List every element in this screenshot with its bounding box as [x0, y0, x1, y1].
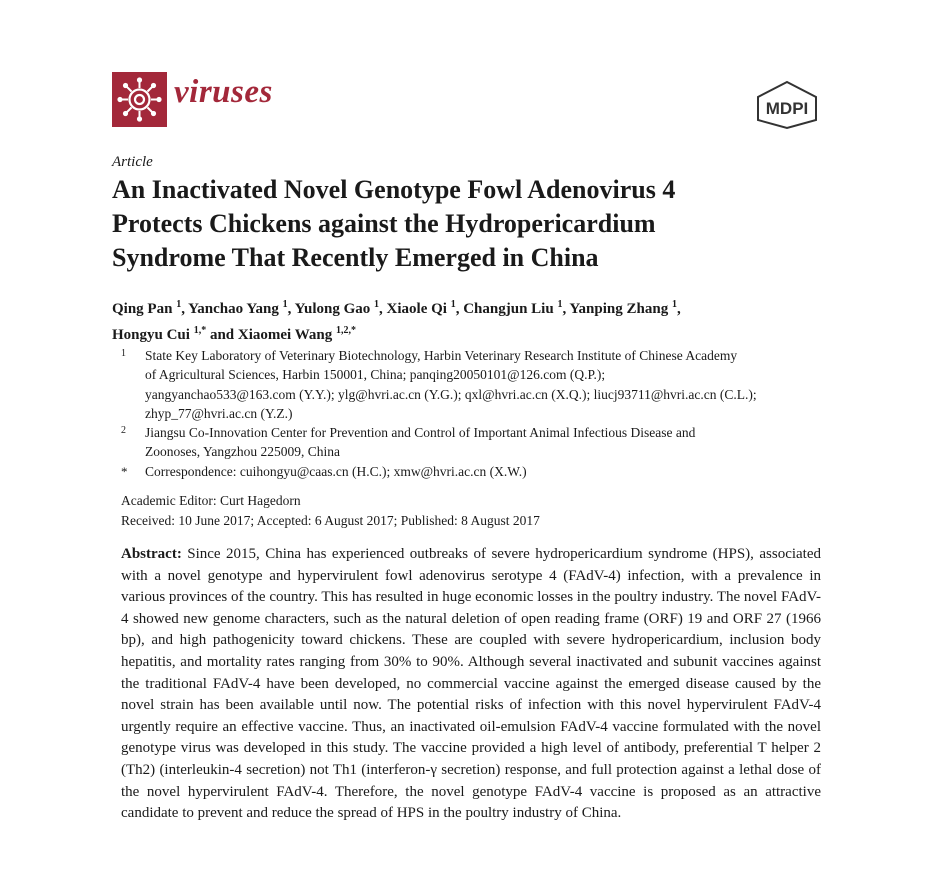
- publication-dates: Received: 10 June 2017; Accepted: 6 August 2017; Published: 8 August 2017: [121, 512, 540, 528]
- correspondence: * Correspondence: cuihongyu@caas.cn (H.C.); xmw@hvri.ac.cn (X.W.): [112, 462, 832, 481]
- author: Qing Pan $^1$,: [112, 299, 189, 317]
- journal-name: viruses: [174, 74, 273, 110]
- abstract: [121, 544, 821, 825]
- affiliations: [112, 346, 832, 481]
- affiliation-1: 1 State Key Laboratory of Veterinary Biotechnology, Harbin Veterinary Research Institute of Chinese Academy of Agricultural Sciences, Harbin 150001, China; panqing20050101@126.com (Q.P.); yangyanchao533@163.com (Y.Y.); ylg@hvri.ac.cn (Y.G.); qxl@hvri.ac.cn (X.Q.); liucj93711@hvri.ac.cn (C.L.); zhyp_77@hvri.ac.cn (Y.Z.): [112, 346, 832, 423]
- author: Xiaomei Wang $^{1,2,*}$: [237, 325, 356, 343]
- author: Changjun Liu $^1$,: [463, 299, 570, 317]
- publication-info: [121, 491, 540, 530]
- title-line: Protects Chickens against the Hydropericardium: [112, 209, 656, 238]
- affiliation-marker: 2: [121, 425, 126, 437]
- author-list: [112, 294, 832, 346]
- journal-header: [112, 68, 822, 130]
- mdpi-logo-icon: [752, 80, 822, 130]
- author: Hongyu Cui $^{1,*}$ and: [112, 325, 238, 343]
- article-type: Article: [112, 154, 153, 170]
- author: Yulong Gao $^1$,: [294, 299, 387, 317]
- affiliation-marker: 1: [121, 348, 126, 359]
- title-line: Syndrome That Recently Emerged in China: [112, 243, 599, 272]
- virus-logo-icon: [112, 72, 167, 127]
- title-line: An Inactivated Novel Genotype Fowl Adenovirus 4: [112, 175, 676, 204]
- affiliation-marker: *: [121, 463, 128, 479]
- publisher-name: MDPI: [765, 99, 809, 118]
- author: Yanping Zhang $^1$,: [569, 299, 681, 317]
- abstract-label: Abstract:: [121, 546, 182, 562]
- academic-editor: Academic Editor: Curt Hagedorn: [121, 493, 301, 508]
- article-title: [112, 173, 832, 275]
- abstract-text: Since 2015, China has experienced outbreaks of severe hydropericardium syndrome (HPS), associated with a novel genotype and hypervirulent fowl adenovirus serotype 4 (FAdV-4) infection, with a prevalence in various provinces of the country. This has resulted in huge economic losses in the poultry industry. The novel FAdV-4 showed new genome characters, such as the natural deletion of open reading frame (ORF) 19 and ORF 27 (1966 bp), and high pathogenicity toward chickens. These are coupled with severe hydropericardium, inclusion body hepatitis, and mortality rates ranging from 30% to 90%. Although several inactivated and subunit vaccines against the traditional FAdV-4 have been developed, no commercial vaccine against the emerged disease caused by the novel strain has been available until now. The potential risks of infection with this novel hypervirulent FAdV-4 urgently require an effective vaccine. Thus, an inactivated oil-emulsion FAdV-4 vaccine formulated with the novel genotype virus was developed in this study. The vaccine provided a high level of antibody, preferential T helper 2 (Th2) (interleukin-4 secretion) not Th1 (interferon-γ secretion) response, and full protection against a lethal dose of the novel hypervirulent FAdV-4. Therefore, the novel genotype FAdV-4 vaccine is proposed as an attractive candidate to prevent and reduce the spread of HPS in the poultry industry of China.: [121, 546, 822, 822]
- affiliation-2: 2 Jiangsu Co-Innovation Center for Prevention and Control of Important Animal Infectious Disease and Zoonoses, Yangzhou 225009, China: [112, 423, 832, 462]
- author: Yanchao Yang $^1$,: [188, 299, 295, 317]
- author: Xiaole Qi $^1$,: [386, 299, 464, 317]
